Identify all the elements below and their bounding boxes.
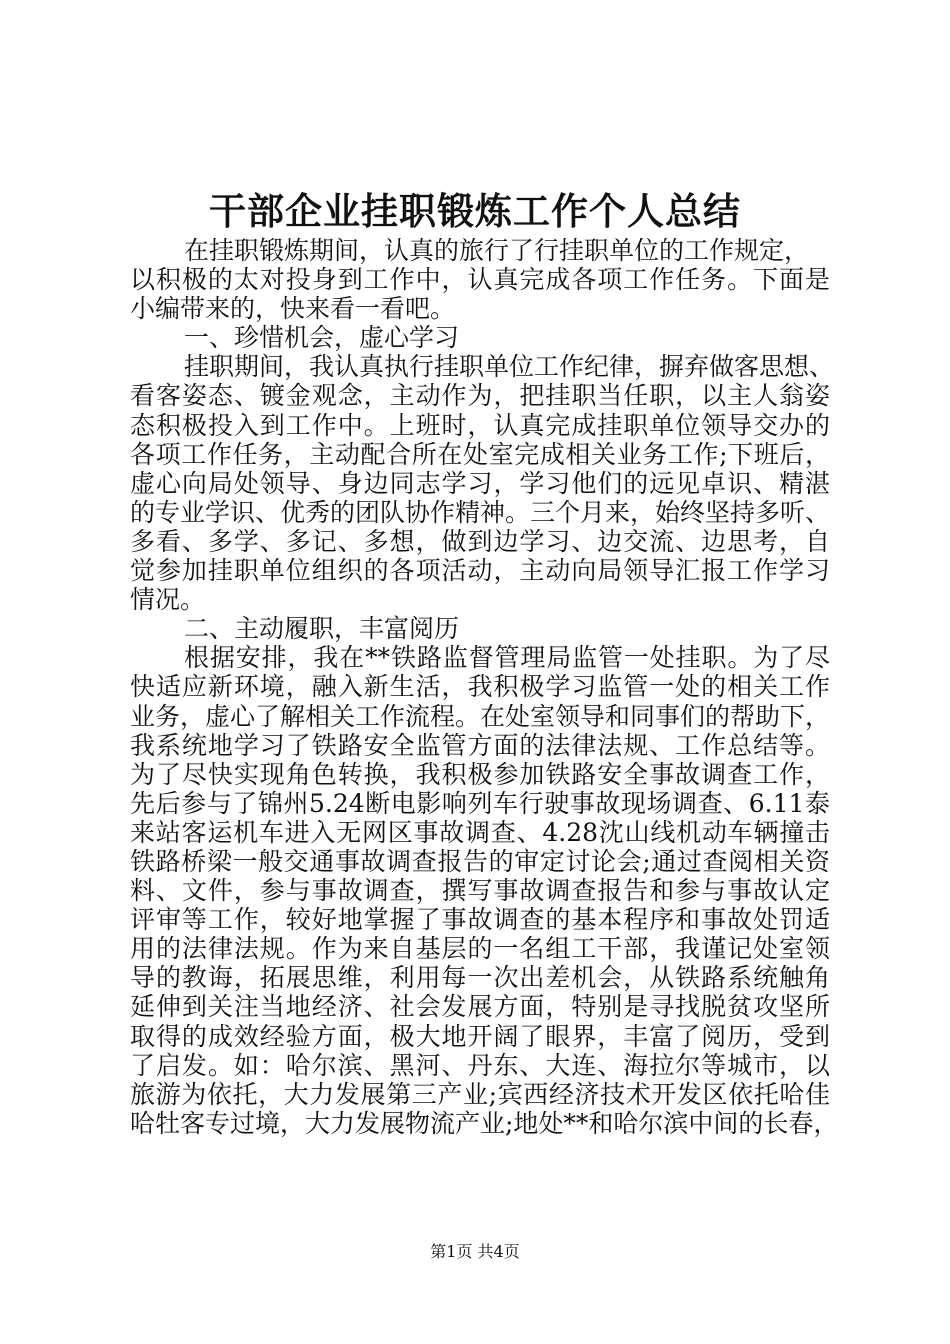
paragraph-line: 情况。 — [130, 585, 206, 615]
section-heading: 一、珍惜机会，虚心学习 — [184, 323, 460, 353]
paragraph-line: 用的法律法规。作为来自基层的一名组工干部，我谨记处室领 — [130, 934, 830, 964]
paragraph-line: 导的教诲，拓展思维，利用每一次出差机会，从铁路系统触角 — [130, 963, 830, 993]
paragraph-line: 的专业学识、优秀的团队协作精神。三个月来，始终坚持多听、 — [130, 497, 831, 527]
paragraph-line: 铁路桥梁一般交通事故调查报告的审定讨论会;通过查阅相关资 — [130, 846, 830, 876]
page-number-footer: 第1页 共4页 — [430, 1242, 520, 1261]
paragraph-line: 各项工作任务，主动配合所在处室完成相关业务工作;下班后， — [130, 439, 830, 469]
paragraph-line: 旅游为依托，大力发展第三产业;宾西经济技术开发区依托哈佳 — [130, 1079, 830, 1109]
paragraph-line: 快适应新环境，融入新生活，我积极学习监管一处的相关工作 — [130, 672, 830, 702]
paragraph-line: 多看、多学、多记、多想，做到边学习、边交流、边思考，自 — [130, 526, 830, 556]
paragraph-line: 虚心向局处领导、身边同志学习，学习他们的远见卓识、精湛 — [130, 468, 830, 498]
paragraph-line: 来站客运机车进入无网区事故调查、4.28沈山线机动车辆撞击 — [130, 817, 830, 847]
paragraph-line: 在挂职锻炼期间，认真的旅行了行挂职单位的工作规定， — [184, 236, 810, 265]
paragraph-line: 为了尽快实现角色转换，我积极参加铁路安全事故调查工作， — [130, 759, 830, 789]
paragraph-line: 根据安排，我在**铁路监督管理局监管一处挂职。为了尽 — [184, 643, 830, 673]
paragraph-line: 挂职期间，我认真执行挂职单位工作纪律，摒弃做客思想、 — [184, 352, 835, 382]
paragraph-line: 以积极的太对投身到工作中，认真完成各项工作任务。下面是 — [130, 265, 830, 295]
paragraph-line: 业务，虚心了解相关工作流程。在处室领导和同事们的帮助下， — [130, 701, 831, 731]
paragraph-line: 哈牡客专过境，大力发展物流产业;地处**和哈尔滨中间的长春， — [130, 1108, 839, 1138]
section-heading: 二、主动履职，丰富阅历 — [184, 614, 460, 644]
paragraph-line: 取得的成效经验方面，极大地开阔了眼界，丰富了阅历，受到 — [130, 1021, 830, 1051]
paragraph-line: 态积极投入到工作中。上班时，认真完成挂职单位领导交办的 — [130, 410, 830, 440]
document-body — [130, 236, 839, 1138]
paragraph-line: 我系统地学习了铁路安全监管方面的法律法规、工作总结等。 — [130, 730, 830, 760]
paragraph-line: 延伸到关注当地经济、社会发展方面，特别是寻找脱贫攻坚所 — [130, 992, 830, 1022]
paragraph-line: 料、文件，参与事故调查，撰写事故调查报告和参与事故认定 — [130, 876, 830, 906]
paragraph-line: 小编带来的，快来看一看吧。 — [130, 294, 456, 324]
paragraph-line: 觉参加挂职单位组织的各项活动，主动向局领导汇报工作学习 — [130, 556, 830, 586]
paragraph-line: 看客姿态、镀金观念，主动作为，把挂职当任职，以主人翁姿 — [130, 381, 830, 411]
paragraph-line: 评审等工作，较好地掌握了事故调查的基本程序和事故处罚适 — [130, 905, 830, 935]
document-title: 干部企业挂职锻炼工作个人总结 — [209, 189, 741, 233]
paragraph-line: 先后参与了锦州5.24断电影响列车行驶事故现场调查、6.11泰 — [130, 788, 830, 818]
paragraph-line: 了启发。如：哈尔滨、黑河、丹东、大连、海拉尔等城市，以 — [130, 1050, 830, 1080]
